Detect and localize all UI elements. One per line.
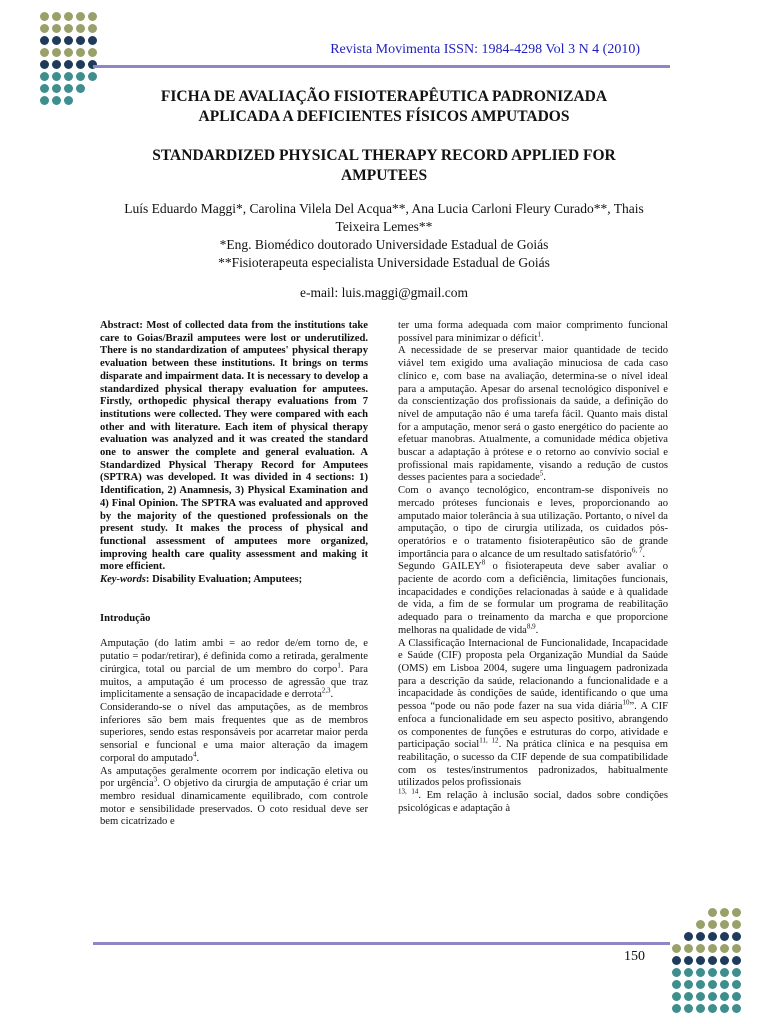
footer-rule [93,942,670,945]
paragraph [398,320,668,345]
decorative-dot [52,96,61,105]
decorative-dot [672,956,681,965]
title-english [100,146,668,186]
decorative-dot [76,60,85,69]
title-en-line-2: AMPUTEES [340,167,428,184]
decorative-dot [52,48,61,57]
decorative-dot [76,48,85,57]
paragraph-text: As amputações geralmente ocorrem por indicação eletiva ou por urgência [100,765,368,790]
decorative-dot [732,908,741,917]
decorative-dot [64,84,73,93]
decorative-dot [52,24,61,33]
citation-superscript: 4 [192,750,197,759]
decorative-dot [76,84,85,93]
citation-superscript: 2,3 [321,686,331,695]
title-en-line-1: STANDARDIZED PHYSICAL THERAPY RECORD APPLIED FOR [152,147,616,164]
citation-superscript: 8,9 [526,622,536,631]
decorative-dot [708,920,717,929]
decorative-dot [696,944,705,953]
decorative-dot [40,24,49,33]
title-pt-line-1: FICHA DE AVALIAÇÃO FISIOTERAPÊUTICA PADRONIZADA [160,88,608,105]
paragraph-text: . Em relação à inclusão social, dados sobre condições psicológicas e adaptação à [398,790,668,814]
citation-superscript: 5 [539,469,544,478]
email: e-mail: luis.maggi@gmail.com [299,285,469,300]
header-rule [93,65,670,68]
decorative-dot [52,12,61,21]
decorative-dot [684,1004,693,1013]
decorative-dot [88,24,97,33]
decorative-dot [720,968,729,977]
decorative-dot [76,24,85,33]
decorative-dot [696,932,705,941]
citation-superscript: 3 [153,775,158,784]
decorative-dot [52,36,61,45]
paragraph [398,345,668,485]
decorative-dot [40,72,49,81]
decorative-dot [720,992,729,1001]
keywords-text: : Disability Evaluation; Amputees; [145,574,303,586]
decorative-dot [720,1004,729,1013]
decorative-dot [88,48,97,57]
decorative-dot [684,956,693,965]
decorative-dot [696,992,705,1001]
page-number: 150 [624,949,645,964]
affiliation-1: *Eng. Biomédico doutorado Universidade Estadual de Goiás [219,237,549,252]
decorative-dot [696,956,705,965]
decorative-dot [732,944,741,953]
decorative-dot [64,96,73,105]
left-body-text [100,638,368,829]
paragraph-text: . [540,332,544,344]
paragraph-text: . Na prática clínica e na pesquisa em reabilitação, o sucesso da CIF depende de sua compatibilidade com os testes/instrumentos padronizados, habitualmente utilizados pelos profissionais [398,739,668,789]
authors-line-2: Teixeira Lemes** [335,219,433,234]
decorative-dot [88,12,97,21]
paragraph-text: . [535,624,539,636]
decorative-dot [720,944,729,953]
decorative-dot [708,980,717,989]
decorative-dot [64,24,73,33]
decorative-dot [76,36,85,45]
author-list [100,200,668,272]
decorative-dot [672,1004,681,1013]
decorative-dot [52,60,61,69]
decorative-dot [64,36,73,45]
decorative-dot [64,12,73,21]
title-portuguese [100,87,668,127]
decorative-dot [696,968,705,977]
paragraph-text: . [330,689,334,701]
decorative-dot [40,60,49,69]
decorative-dot [708,908,717,917]
decorative-dot [88,36,97,45]
paragraph [398,638,668,790]
decorative-dot [672,980,681,989]
paragraph-text: A Classificação Internacional de Funcionalidade, Incapacidade e Saúde (CIF) proposta pela Organização Mundial da Saúde (OMS) em Lisboa 2004, sugere uma linguagem padronizada para a descrição da saúde, relacionando a funcionalidade e a incapacidade às condições de saúde, identificando o que uma pessoa “pode ou não pode fazer na sua vida diária [398,637,668,713]
decorative-dot [40,12,49,21]
decorative-dot [684,944,693,953]
section-title-introduction: Introdução [100,612,151,624]
decorative-dot [732,956,741,965]
decorative-dot [708,968,717,977]
decorative-dot [732,932,741,941]
paragraph [398,485,668,561]
paragraph [100,766,368,830]
decorative-dot [732,992,741,1001]
paragraph-text: . Para muitos, a amputação é um processo de agressão que traz implicitamente a sensação de incapacidade e derrota [100,663,368,701]
keywords-label: Key-words [100,574,146,586]
decorative-dot [52,72,61,81]
citation-superscript: 13, 14 [398,787,419,796]
decorative-dot [696,1004,705,1013]
decorative-dot [708,944,717,953]
paragraph-text: Considerando-se o nível das amputações, as de membros inferiores são bem mais frequentes que as de membros superiores, sendo estas responsáveis por acarretar maior perda sensorial e funcional e uma maior alteração da imagem corporal do amputado [100,701,368,764]
paragraph-text: Segundo GAILEY [398,561,482,573]
paragraph [398,558,668,637]
decorative-dot [52,84,61,93]
decorative-dot [672,968,681,977]
decorative-dot [76,72,85,81]
decorative-dot [684,932,693,941]
decorative-dot [684,980,693,989]
citation-superscript: 10 [622,698,630,707]
paragraph-text: . [642,548,646,560]
right-column [398,320,668,815]
decorative-dot [76,12,85,21]
decorative-dot [684,968,693,977]
decorative-dot [720,908,729,917]
paragraph-text: ter uma forma adequada com maior comprimento funcional possível para minimizar o déficit [398,320,668,344]
decorative-dot [732,968,741,977]
paragraph-text: ”. A CIF enfoca a funcionalidade em seu aspecto positivo, abrangendo os componentes de funções e estruturas do corpo, atividade e participação social [398,701,668,751]
decorative-dot [64,48,73,57]
decorative-dot [40,84,49,93]
paragraph [100,702,368,766]
left-column [100,320,368,829]
citation-superscript: 1 [537,330,541,339]
decorative-dot [708,992,717,1001]
decorative-dot [40,96,49,105]
journal-header: Revista Movimenta ISSN: 1984-4298 Vol 3 N 4 (2010) [330,42,640,57]
decorative-dot [732,1004,741,1013]
paragraph-text: . [543,472,546,484]
authors-line-1: Luís Eduardo Maggi*, Carolina Vilela Del Acqua**, Ana Lucia Carloni Fleury Curado**, Thais [124,201,644,216]
keywords [100,574,368,587]
decorative-dot [696,980,705,989]
decorative-dot [672,992,681,1001]
decorative-dot [732,920,741,929]
paragraph-text: A necessidade de se preservar maior quantidade de tecido viável tem exigido uma avaliação minuciosa de cada caso clínico e, com base na avaliação, determina-se o nível ideal para a amputação. Apesar do arsenal tecnológico disponível e da conscientização dos profissionais da saúde, a definição do nível de amputação não é uma tarefa fácil. Quanto mais distal for a amputação, menor será o gasto energético do paciente ao efetuar manobras. Atualmente, a comunidade médica objetiva buscar a adaptação à prótese e o retorno ao convívio social e profissional mais rapidamente, visando a redução de custos desses pacientes para a sociedade [398,345,668,484]
paragraph [100,638,368,702]
decorative-dot [696,920,705,929]
citation-superscript: 6, 7 [631,546,643,555]
decorative-dot [40,48,49,57]
citation-superscript: 8 [481,558,486,567]
decorative-dot [684,992,693,1001]
citation-superscript: 11, 12 [479,736,499,745]
decorative-dot [40,36,49,45]
paragraph [398,787,668,815]
decorative-dot [88,72,97,81]
decorative-dot [720,932,729,941]
right-body-text [398,320,668,815]
paragraph-text: o fisioterapeuta deve saber avaliar o paciente de acordo com a deficiência, limitações funcionais, incapacidades e condições relacionadas à saúde e à qualidade de vida, a fim de se formular um programa de reabilitação adequado para o treinamento da marcha e que proporcione melhoras na qualidade de vida [398,561,668,636]
title-pt-line-2: APLICADA A DEFICIENTES FÍSICOS AMPUTADOS [198,108,570,125]
decorative-dot [720,980,729,989]
abstract: Abstract: Most of collected data from the institutions take care to Goias/Brazil amputees were lost or underutilized. There is no standardization of amputees' physical therapy evaluation between these institutions. It brings on terms disparate and impairment data. It is necessary to develop a standardized physical therapy evaluation for amputees. Firstly, orthopedic physical therapy evaluations from 7 institutions were collected. They were compared with each other and with literature. Each item of physical therapy evaluation was analyzed and it was created the standard one to answer the complete and general evaluation. A Standardized Physical Therapy Record for Amputees (SPTRA) was developed. It was divided in 4 sections: 1) Identification, 2) Anamnesis, 3) Physical Examination and 4) Final Opinion. The SPTRA was evaluated and approved by the majority of the questioned professionals on the present study. It makes the process of physical and functional assessment of amputees more organized, improving health care quality assessment and making it more efficient. [100,320,368,573]
decorative-dot [64,72,73,81]
paragraph-text: . [196,752,200,764]
paragraph-text: Com o avanço tecnológico, encontram-se disponíveis no mercado próteses funcionais e leves, proporcionando ao amputado maior tolerância à sua utilização. Portanto, o nível da amputação, o tipo de cirurgia utilizada, os cuidados pós-operatórios e o tratamento fisioterapêutico são de grande importância para o alcance de um resultado satisfatório [398,485,668,560]
decorative-dot [708,956,717,965]
decorative-dot [64,60,73,69]
affiliation-2: **Fisioterapeuta especialista Universidade Estadual de Goiás [218,255,550,270]
citation-superscript: 1 [337,661,341,670]
decorative-dot [720,920,729,929]
paragraph-text: Amputação (do latim ambi = ao redor de/em torno de, e putatio = podar/retirar), é definida como a retirada, geralmente cirúrgica, total ou parcial de um membro do corpo [100,638,368,675]
decorative-dot [708,1004,717,1013]
decorative-dot [720,956,729,965]
paragraph-text: . O objetivo da cirurgia de amputação é criar um membro residual dinamicamente equilibrado, com controle motor e sensibilidade preservados. O coto residual deve ser bem cicatrizado e [100,778,369,828]
decorative-dot [672,944,681,953]
decorative-dot [732,980,741,989]
decorative-dot [708,932,717,941]
